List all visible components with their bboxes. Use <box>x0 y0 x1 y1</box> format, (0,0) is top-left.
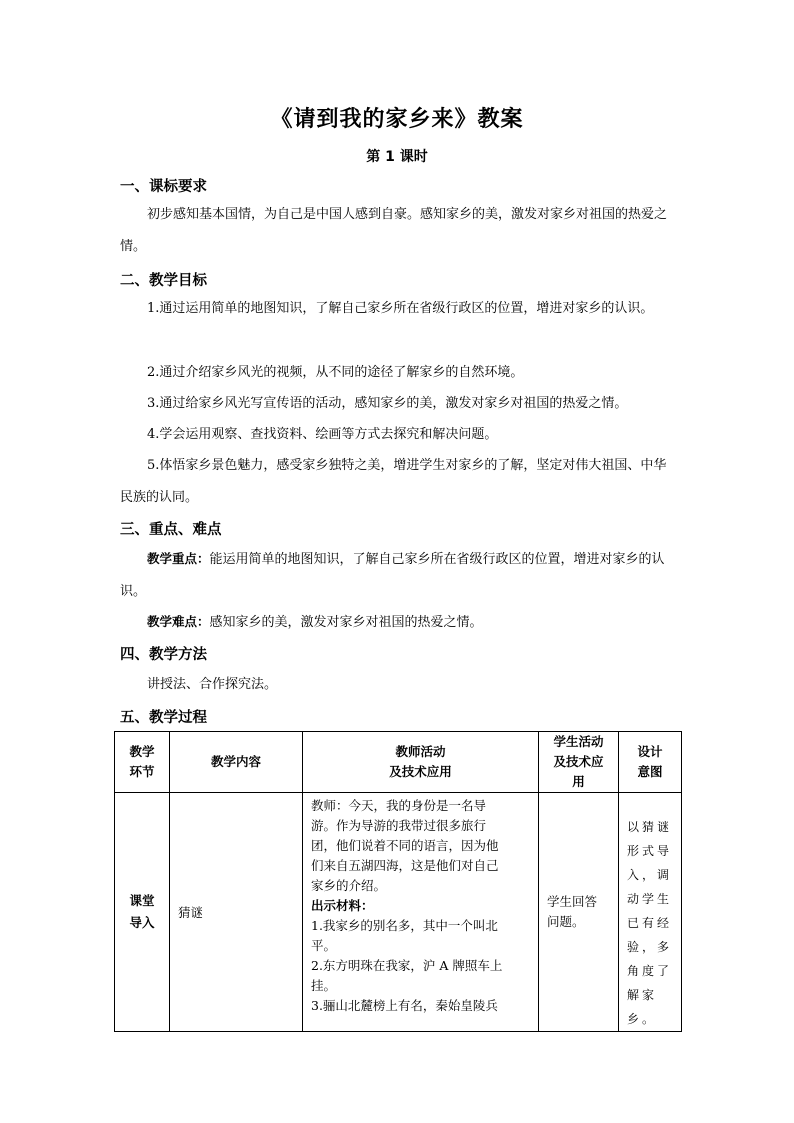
cell-student-activity: 学生回答 问题。 <box>539 793 619 1032</box>
document-subtitle: 第 1 课时 <box>366 149 428 165</box>
section-heading-key-points: 三、重点、难点 <box>120 522 222 538</box>
methods-paragraph: 讲授法、合作探究法。 <box>147 677 278 692</box>
header-design-intent: 设计 意图 <box>619 732 682 793</box>
objective-item-3: 3.通过给家乡风光写宣传语的活动，感知家乡的美，激发对家乡对祖国的热爱之情。 <box>147 396 628 411</box>
table-header-row <box>115 732 682 793</box>
cell-stage: 课堂 导入 <box>115 793 170 1032</box>
objective-item-5: 5.体悟家乡景色魅力，感受家乡独特之美，增进学生对家乡的了解，坚定对伟大祖国、中华民族的认同。 <box>120 458 667 505</box>
objective-item-1: 1.通过运用简单的地图知识，了解自己家乡所在省级行政区的位置，增进对家乡的认识。 <box>147 301 654 316</box>
section-heading-objectives: 二、教学目标 <box>120 273 207 289</box>
table-row <box>115 793 682 1032</box>
cell-teacher-activity: 教师：今天，我的身份是一名导 游。作为导游的我带过很多旅行 团，他们说着不同的语言，因为他 们来自五湖四海，这是他们对自己 家乡的介绍。 出示材料： 1.我家乡的别名多，其中一个叫北 平。 2.东方明珠在我家，沪 A 牌照车上 挂。 3.骊山北麓榜上有名，秦始皇陵兵 <box>303 793 539 1032</box>
teaching-process-table <box>114 731 682 1032</box>
key-point-text: 能运用简单的地图知识，了解自己家乡所在省级行政区的位置，增进对家乡的认识。 <box>120 552 665 599</box>
difficulty-paragraph <box>120 606 675 639</box>
header-content: 教学内容 <box>170 732 303 793</box>
section-heading-standards: 一、课标要求 <box>120 179 207 195</box>
key-point-paragraph <box>120 543 675 608</box>
cell-design-intent: 以猜谜 形式导 入，调 动学生 已有经 验，多 角度了 解家 乡。 <box>619 793 682 1032</box>
header-stage: 教学 环节 <box>115 732 170 793</box>
difficulty-label: 教学难点： <box>147 614 210 629</box>
key-point-label: 教学重点： <box>147 551 210 566</box>
objective-item-4: 4.学会运用观察、查找资料、绘画等方式去探究和解决问题。 <box>147 427 498 442</box>
document-title: 《请到我的家乡来》教案 <box>270 107 524 132</box>
objective-item-2: 2.通过介绍家乡风光的视频，从不同的途径了解家乡的自然环境。 <box>147 365 524 380</box>
header-teacher-activity: 教师活动 及技术应用 <box>303 732 539 793</box>
section-heading-methods: 四、教学方法 <box>120 647 207 663</box>
section-heading-process: 五、教学过程 <box>120 710 207 726</box>
header-student-activity: 学生活动 及技术应 用 <box>539 732 619 793</box>
cell-content: 猜谜 <box>170 793 303 1032</box>
standards-paragraph: 初步感知基本国情，为自己是中国人感到自豪。感知家乡的美，激发对家乡对祖国的热爱之情。 <box>120 207 668 254</box>
difficulty-text: 感知家乡的美，激发对家乡对祖国的热爱之情。 <box>209 615 483 630</box>
